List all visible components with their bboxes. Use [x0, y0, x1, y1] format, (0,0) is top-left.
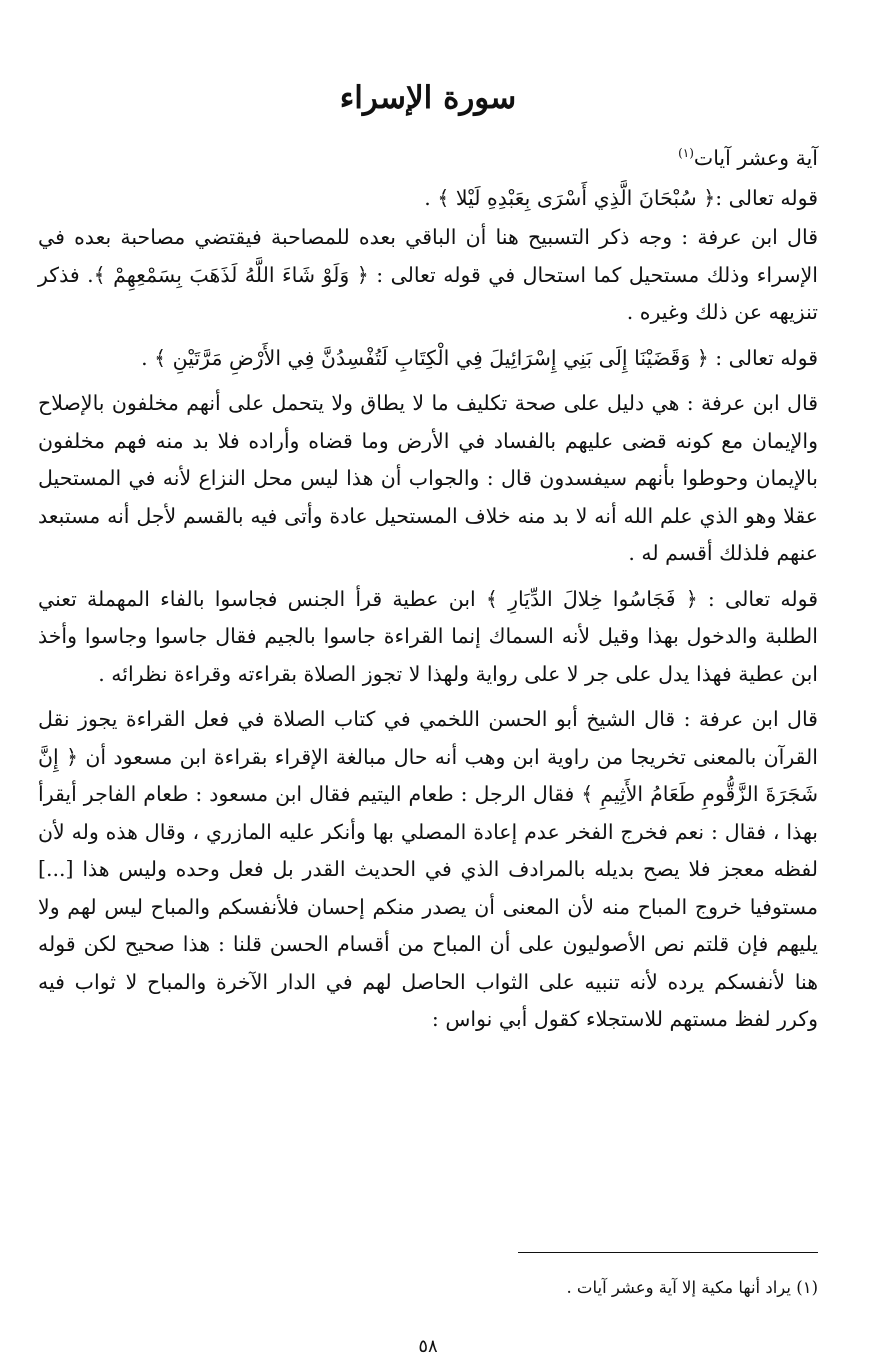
page-number: ٥٨	[418, 1336, 438, 1357]
paragraph: قال ابن عرفة : وجه ذكر التسبيح هنا أن الباقي بعده للمصاحبة فيقتضي مصاحبة بعده في الإسراء وذلك مستحيل كما استحال في قوله تعالى : ﴿ وَلَوْ شَاءَ اللَّهُ لَذَهَبَ بِسَمْعِهِمْ ﴾. فذكر تنزيهه عن ذلك وغيره .	[38, 225, 818, 324]
paragraph: قال ابن عرفة : قال الشيخ أبو الحسن اللخمي في كتاب الصلاة في فعل القراءة يجوز نقل القرآن بالمعنى تخريجا من راوية ابن وهب أنه حال مبالغة الإقراء بقراءة ابن مسعود أن ﴿ إِنَّ شَجَرَةَ الزَّقُّومِ طَعَامُ الأَثِيمِ ﴾ فقال الرجل : طعام اليتيم فقال ابن مسعود : طعام الفاجر أيقرأ بهذا ، فقال : نعم فخرج الفخر عدم إعادة المصلي بها وأنكر عليه المازري ، وقال هذه وله لأن لفظه معجز فلا يصح بديله بالمرادف الذي في الحديث القدر بل فعل وحده وليس هذا [...] مستوفيا خروج المباح منه لأن المعنى أن يصدر منكم إحسان فلأنفسكم والمباح ليس لهم ولا يليهم فإن قلتم نص الأصوليون على أن المباح من أقسام الحسن قلنا : هذا صحيح لكن قوله هنا لأنفسكم يرده لأنه تنبيه على الثواب الحاصل لهم في الدار الآخرة والمباح لا ثواب فيه وكرر لفظ مستهم للاستجلاء كقول أبي نواس :	[38, 707, 818, 1031]
footnote-divider	[518, 1252, 818, 1253]
intro-line	[38, 140, 818, 178]
body-text	[38, 140, 818, 1047]
book-page	[38, 0, 818, 1371]
page-title: سورة الإسراء	[339, 80, 517, 116]
paragraph: قوله تعالى : ﴿ فَجَاسُوا خِلالَ الدِّيَارِ ﴾ ابن عطية قرأ الجنس فجاسوا بالفاء المهملة تعني الطلبة والدخول بهذا وقيل لأنه السماك إنما القراءة جاسوا بالجيم فقال جاسوا وجاسوا وأخذ ابن عطية فهذا يدل على جر لا على رواية ولهذا لا تجوز الصلاة بقراءته وقراءة نظرائه .	[38, 586, 818, 686]
footnote: (١) يراد أنها مكية إلا آية وعشر آيات .	[566, 1278, 818, 1297]
paragraph: قوله تعالى :﴿ سُبْحَانَ الَّذِي أَسْرَى بِعَبْدِهِ لَيْلا ﴾ .	[424, 185, 818, 210]
paragraph: قال ابن عرفة : هي دليل على صحة تكليف ما لا يطاق ولا يتحمل على أنهم مخلفون بالإصلاح والإيمان مع كونه قضى عليهم بالفساد في الأرض وما قضاه وأراده فلا بد منه فهم مخلفون بالإيمان وحوطوا بأنهم سيفسدون قال : والجواب أن هذا ليس محل النزاع لأنه في المستحيل عقلا وهو الذي علم الله أنه لا بد منه خلاف المستحيل عادة وأتى فيه بالقسم لأجل أنه مستبعد عنهم فلذلك أقسم له .	[38, 391, 818, 565]
intro-text: آية وعشر آيات	[693, 146, 818, 170]
footnote-marker: (١)	[678, 146, 694, 161]
paragraph: قوله تعالى : ﴿ وَقَضَيْنَا إِلَى بَنِي إِسْرَائِيلَ فِي الْكِتَابِ لَتُفْسِدُنَّ فِي الأَرْضِ مَرَّتَيْنِ ﴾ .	[141, 345, 818, 370]
